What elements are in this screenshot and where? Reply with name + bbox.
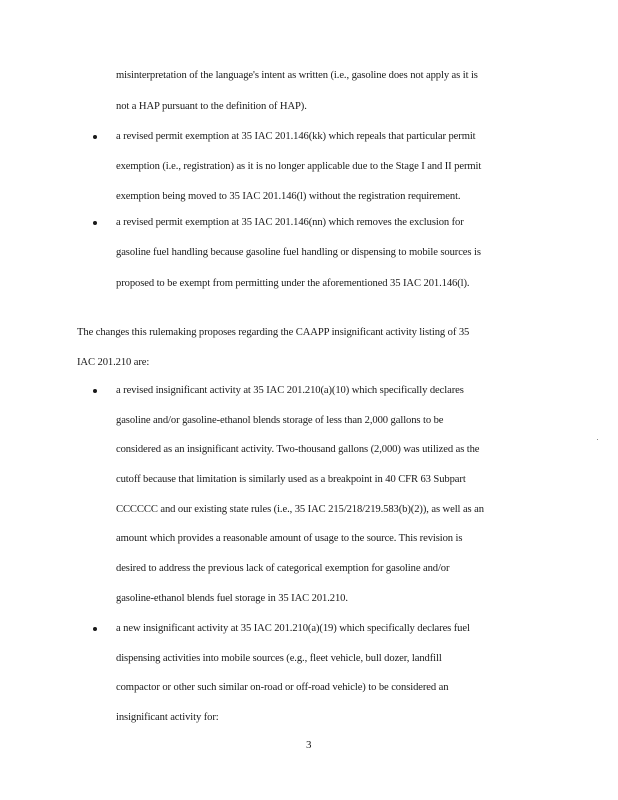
text-line: compactor or other such similar on-road or off-road vehicle) to be considered an <box>116 682 449 693</box>
text-line: gasoline fuel handling because gasoline fuel handling or dispensing to mobile sources is <box>116 247 481 258</box>
text-line: The changes this rulemaking proposes regarding the CAAPP insignificant activity listing of 35 <box>77 327 470 338</box>
scan-speck <box>597 439 598 440</box>
text-line: proposed to be exempt from permitting under the aforementioned 35 IAC 201.146(l). <box>116 278 470 289</box>
text-line: dispensing activities into mobile sources (e.g., fleet vehicle, bull dozer, landfill <box>116 653 442 664</box>
page-number: 3 <box>306 739 312 751</box>
bullet-icon <box>93 221 97 225</box>
text-line: a revised insignificant activity at 35 IAC 201.210(a)(10) which specifically declares <box>116 385 464 396</box>
text-line: gasoline-ethanol blends fuel storage in 35 IAC 201.210. <box>116 593 348 604</box>
text-line: a revised permit exemption at 35 IAC 201.146(kk) which repeals that particular permit <box>116 131 476 142</box>
text-line: considered as an insignificant activity. Two-thousand gallons (2,000) was utilized as the <box>116 444 480 455</box>
text-line: a revised permit exemption at 35 IAC 201.146(nn) which removes the exclusion for <box>116 217 464 228</box>
text-line: CCCCCC and our existing state rules (i.e., 35 IAC 215/218/219.583(b)(2)), as well as an <box>116 504 484 515</box>
text-line: not a HAP pursuant to the definition of HAP). <box>116 101 307 112</box>
text-line: exemption (i.e., registration) as it is no longer applicable due to the Stage I and II permit <box>116 161 482 172</box>
bullet-icon <box>93 627 97 631</box>
text-line: IAC 201.210 are: <box>77 357 150 368</box>
text-line: insignificant activity for: <box>116 712 219 723</box>
text-line: exemption being moved to 35 IAC 201.146(l) without the registration requirement. <box>116 191 461 202</box>
bullet-icon <box>93 135 97 139</box>
text-line: a new insignificant activity at 35 IAC 201.210(a)(19) which specifically declares fuel <box>116 623 470 634</box>
text-line: cutoff because that limitation is similarly used as a breakpoint in 40 CFR 63 Subpart <box>116 474 466 485</box>
text-line: amount which provides a reasonable amount of usage to the source. This revision is <box>116 533 463 544</box>
text-line: misinterpretation of the language's intent as written (i.e., gasoline does not apply as it is <box>116 70 478 81</box>
text-line: desired to address the previous lack of categorical exemption for gasoline and/or <box>116 563 450 574</box>
text-line: gasoline and/or gasoline-ethanol blends storage of less than 2,000 gallons to be <box>116 415 444 426</box>
bullet-icon <box>93 389 97 393</box>
